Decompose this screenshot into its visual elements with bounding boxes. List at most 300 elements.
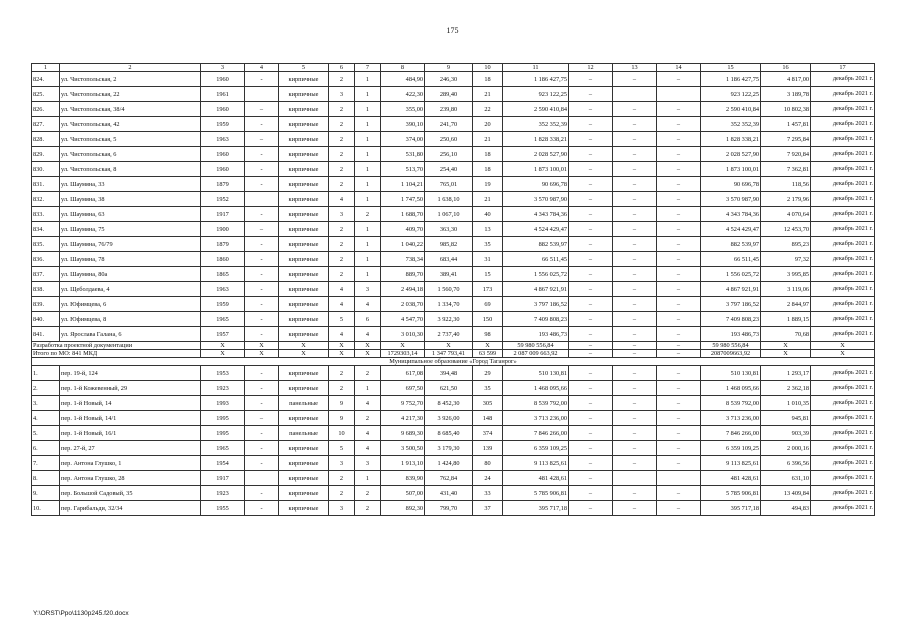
cell-row-number: 826. [32, 102, 60, 117]
cell-floors: 10 [329, 426, 355, 441]
cell-total-area: 1 913,10 [381, 456, 425, 471]
cell-col-14: – [657, 237, 701, 252]
cell-year: 1965 [201, 312, 245, 327]
cell-row-number: 835. [32, 237, 60, 252]
cell-residents: 19 [473, 177, 503, 192]
cell-row-number: 9. [32, 486, 60, 501]
cell-year: 1955 [201, 501, 245, 516]
cell-entrances: 2 [355, 207, 381, 222]
cell-residents: 15 [473, 267, 503, 282]
cell-address: ул. Шаумяна, 78 [60, 252, 201, 267]
cell-col-12: – [569, 426, 613, 441]
cell-col-12: – [569, 132, 613, 147]
cell-col-13: – [613, 411, 657, 426]
cell-living-area: 3 926,00 [425, 411, 473, 426]
table-row [32, 297, 875, 312]
cell-floors: 3 [329, 207, 355, 222]
totals-label: Разработка проектной документации [32, 342, 201, 350]
cell-wall-material: кирпичные [279, 72, 329, 87]
cell-total-area: 9 752,70 [381, 396, 425, 411]
cell-col-14: – [657, 192, 701, 207]
cell-col-14: – [657, 282, 701, 297]
totals-cell: X [245, 350, 279, 358]
column-number-5: 5 [279, 64, 329, 72]
cell-row-number: 827. [32, 117, 60, 132]
cell-entrances: 4 [355, 297, 381, 312]
cell-total-cost: 7 409 808,23 [503, 312, 569, 327]
cell-col-4: – [245, 102, 279, 117]
cell-wall-material: кирпичные [279, 102, 329, 117]
cell-floors: 5 [329, 312, 355, 327]
cell-col-13: – [613, 132, 657, 147]
cell-row-number: 833. [32, 207, 60, 222]
cell-unit-cost: 4 070,64 [761, 207, 811, 222]
table-row [32, 147, 875, 162]
cell-deadline: декабрь 2021 г. [811, 267, 875, 282]
totals-cell: 2 087 009 663,92 [503, 350, 569, 358]
table-row [32, 162, 875, 177]
cell-deadline: декабрь 2021 г. [811, 297, 875, 312]
file-path-footer: Y:\ORST\Ppo\1130p245.f20.docx [33, 610, 129, 617]
table-row [32, 471, 875, 486]
cell-col-12: – [569, 102, 613, 117]
cell-entrances: 3 [355, 282, 381, 297]
cell-total-cost: 4 343 784,36 [503, 207, 569, 222]
cell-address: ул. Чистопольская, 5 [60, 132, 201, 147]
cell-col-14: – [657, 456, 701, 471]
cell-living-area: 1 424,80 [425, 456, 473, 471]
cell-col-15-cost: 510 130,81 [701, 366, 761, 381]
cell-col-12: – [569, 486, 613, 501]
cell-col-4: – [245, 411, 279, 426]
cell-col-14: – [657, 327, 701, 342]
cell-entrances: 3 [355, 456, 381, 471]
cell-col-14: – [657, 267, 701, 282]
cell-living-area: 683,44 [425, 252, 473, 267]
cell-deadline: декабрь 2021 г. [811, 312, 875, 327]
cell-floors: 4 [329, 327, 355, 342]
cell-total-cost: 923 122,25 [503, 87, 569, 102]
table-row [32, 237, 875, 252]
cell-total-cost: 9 113 825,61 [503, 456, 569, 471]
cell-year: 1959 [201, 117, 245, 132]
totals-cell: X [473, 342, 503, 350]
cell-entrances: 1 [355, 177, 381, 192]
cell-unit-cost: 7 362,81 [761, 162, 811, 177]
cell-col-15-cost: 193 486,73 [701, 327, 761, 342]
cell-year: 1960 [201, 147, 245, 162]
cell-entrances: 1 [355, 222, 381, 237]
cell-entrances: 1 [355, 471, 381, 486]
cell-col-13: – [613, 147, 657, 162]
table-row [32, 456, 875, 471]
cell-col-15-cost: 9 113 825,61 [701, 456, 761, 471]
cell-floors: 2 [329, 486, 355, 501]
cell-year: 1960 [201, 102, 245, 117]
cell-deadline: декабрь 2021 г. [811, 102, 875, 117]
cell-entrances: 1 [355, 147, 381, 162]
cell-floors: 3 [329, 87, 355, 102]
cell-address: ул. Шаумяна, 63 [60, 207, 201, 222]
table-row [32, 411, 875, 426]
cell-col-4 [245, 471, 279, 486]
cell-deadline: декабрь 2021 г. [811, 132, 875, 147]
cell-entrances: 2 [355, 411, 381, 426]
cell-deadline: декабрь 2021 г. [811, 162, 875, 177]
cell-total-cost: 481 428,61 [503, 471, 569, 486]
cell-total-cost: 1 468 095,66 [503, 381, 569, 396]
cell-col-15-cost: 1 556 025,72 [701, 267, 761, 282]
cell-unit-cost: 10 802,38 [761, 102, 811, 117]
cell-address: ул. Шаумяна, 75 [60, 222, 201, 237]
cell-deadline: декабрь 2021 г. [811, 456, 875, 471]
cell-col-13: – [613, 162, 657, 177]
cell-residents: 35 [473, 237, 503, 252]
cell-address: ул. Ярослава Галана, 6 [60, 327, 201, 342]
cell-living-area: 1 638,10 [425, 192, 473, 207]
cell-total-cost: 395 717,18 [503, 501, 569, 516]
cell-total-cost: 3 797 186,52 [503, 297, 569, 312]
cell-living-area: 765,01 [425, 177, 473, 192]
cell-address: пер. 27-й, 27 [60, 441, 201, 456]
cell-wall-material: кирпичные [279, 471, 329, 486]
cell-address: ул. Юфимцева, 6 [60, 297, 201, 312]
cell-wall-material: кирпичные [279, 147, 329, 162]
cell-col-14: – [657, 177, 701, 192]
cell-wall-material: кирпичные [279, 237, 329, 252]
cell-address: ул. Чистопольская, 22 [60, 87, 201, 102]
cell-address: ул. Шаумяна, 80а [60, 267, 201, 282]
cell-col-12: – [569, 282, 613, 297]
totals-cell: – [569, 350, 613, 358]
cell-col-14: – [657, 102, 701, 117]
cell-col-13: – [613, 72, 657, 87]
cell-row-number: 839. [32, 297, 60, 312]
cell-living-area: 8 452,30 [425, 396, 473, 411]
cell-residents: 37 [473, 501, 503, 516]
cell-living-area: 1 560,70 [425, 282, 473, 297]
cell-total-cost: 1 873 100,01 [503, 162, 569, 177]
cell-col-12: – [569, 312, 613, 327]
totals-cell: X [329, 342, 355, 350]
cell-living-area: 254,40 [425, 162, 473, 177]
cell-col-13: – [613, 456, 657, 471]
cell-living-area: 762,84 [425, 471, 473, 486]
cell-wall-material: кирпичные [279, 486, 329, 501]
cell-year: 1879 [201, 237, 245, 252]
cell-total-area: 4 547,70 [381, 312, 425, 327]
cell-unit-cost: 7 920,84 [761, 147, 811, 162]
cell-entrances: 1 [355, 72, 381, 87]
cell-col-15-cost: 8 539 792,00 [701, 396, 761, 411]
totals-cell: – [657, 350, 701, 358]
cell-row-number: 2. [32, 381, 60, 396]
totals-cell: X [279, 342, 329, 350]
cell-col-15-cost: 1 468 095,66 [701, 381, 761, 396]
page-number: 175 [446, 26, 459, 35]
cell-deadline: декабрь 2021 г. [811, 222, 875, 237]
cell-residents: 18 [473, 162, 503, 177]
cell-col-12: – [569, 267, 613, 282]
cell-col-13 [613, 471, 657, 486]
totals-cell: X [201, 350, 245, 358]
cell-residents: 31 [473, 252, 503, 267]
cell-col-13: – [613, 267, 657, 282]
cell-col-12: – [569, 501, 613, 516]
cell-col-4: - [245, 177, 279, 192]
cell-total-cost: 2 028 527,90 [503, 147, 569, 162]
cell-row-number: 3. [32, 396, 60, 411]
cell-floors: 2 [329, 102, 355, 117]
cell-col-13: – [613, 396, 657, 411]
cell-address: пер. Гарибальди, 32/34 [60, 501, 201, 516]
cell-col-4: - [245, 327, 279, 342]
cell-total-cost: 352 352,39 [503, 117, 569, 132]
cell-year: 1995 [201, 426, 245, 441]
column-number-6: 6 [329, 64, 355, 72]
cell-col-4: - [245, 147, 279, 162]
cell-unit-cost: 3 995,85 [761, 267, 811, 282]
cell-col-12: – [569, 456, 613, 471]
cell-unit-cost: 1 889,15 [761, 312, 811, 327]
cell-total-area: 4 217,30 [381, 411, 425, 426]
cell-row-number: 825. [32, 87, 60, 102]
cell-address: ул. Юфимцева, 8 [60, 312, 201, 327]
cell-unit-cost: 7 295,84 [761, 132, 811, 147]
cell-residents: 18 [473, 147, 503, 162]
column-number-13: 13 [613, 64, 657, 72]
cell-floors: 2 [329, 117, 355, 132]
totals-cell: X [811, 350, 875, 358]
cell-col-15-cost: 3 713 236,00 [701, 411, 761, 426]
cell-wall-material: кирпичные [279, 327, 329, 342]
cell-address: ул. Шаумяна, 76/79 [60, 237, 201, 252]
cell-row-number: 1. [32, 366, 60, 381]
cell-residents: 40 [473, 207, 503, 222]
cell-floors: 2 [329, 366, 355, 381]
cell-col-14: – [657, 117, 701, 132]
cell-living-area: 289,40 [425, 87, 473, 102]
cell-floors: 3 [329, 456, 355, 471]
cell-address: пер. Большой Садовый, 35 [60, 486, 201, 501]
cell-total-area: 889,70 [381, 267, 425, 282]
cell-wall-material: кирпичные [279, 207, 329, 222]
cell-floors: 9 [329, 396, 355, 411]
cell-total-area: 374,00 [381, 132, 425, 147]
cell-col-14: – [657, 426, 701, 441]
cell-total-cost: 4 867 921,91 [503, 282, 569, 297]
cell-living-area: 250,60 [425, 132, 473, 147]
cell-living-area: 799,70 [425, 501, 473, 516]
cell-total-area: 409,70 [381, 222, 425, 237]
cell-deadline: декабрь 2021 г. [811, 426, 875, 441]
cell-unit-cost: 895,23 [761, 237, 811, 252]
cell-residents: 148 [473, 411, 503, 426]
cell-col-15-cost: 90 696,78 [701, 177, 761, 192]
cell-col-12: – [569, 396, 613, 411]
cell-col-14 [657, 87, 701, 102]
cell-col-15-cost: 3 797 186,52 [701, 297, 761, 312]
cell-col-13: – [613, 117, 657, 132]
cell-col-4: - [245, 312, 279, 327]
cell-deadline: декабрь 2021 г. [811, 471, 875, 486]
housing-repair-table [31, 63, 875, 516]
cell-unit-cost: 97,32 [761, 252, 811, 267]
column-number-17: 17 [811, 64, 875, 72]
cell-residents: 21 [473, 87, 503, 102]
cell-wall-material: панельные [279, 396, 329, 411]
column-number-2: 2 [60, 64, 201, 72]
cell-wall-material: кирпичные [279, 501, 329, 516]
cell-col-4: - [245, 501, 279, 516]
cell-address: пер. 1-й Кожевенный, 29 [60, 381, 201, 396]
cell-residents: 173 [473, 282, 503, 297]
cell-unit-cost: 494,83 [761, 501, 811, 516]
cell-living-area: 363,30 [425, 222, 473, 237]
cell-living-area: 1 067,10 [425, 207, 473, 222]
cell-floors: 2 [329, 162, 355, 177]
cell-floors: 2 [329, 471, 355, 486]
cell-total-cost: 2 590 410,84 [503, 102, 569, 117]
cell-col-12: – [569, 327, 613, 342]
cell-unit-cost: 2 844,97 [761, 297, 811, 312]
cell-deadline: декабрь 2021 г. [811, 117, 875, 132]
cell-col-15-cost: 1 828 338,21 [701, 132, 761, 147]
cell-address: ул. Щеболдаева, 4 [60, 282, 201, 297]
cell-total-area: 2 494,18 [381, 282, 425, 297]
totals-cell: X [355, 342, 381, 350]
cell-unit-cost: 1 293,17 [761, 366, 811, 381]
totals-cell: – [657, 342, 701, 350]
cell-total-area: 9 689,30 [381, 426, 425, 441]
cell-row-number: 834. [32, 222, 60, 237]
cell-entrances: 1 [355, 162, 381, 177]
cell-address: пер. 1-й Новый, 14/1 [60, 411, 201, 426]
cell-col-15-cost: 352 352,39 [701, 117, 761, 132]
cell-col-14: – [657, 72, 701, 87]
cell-address: пер. 19-й, 124 [60, 366, 201, 381]
table-row [32, 396, 875, 411]
cell-entrances: 4 [355, 441, 381, 456]
cell-row-number: 7. [32, 456, 60, 471]
cell-col-13: – [613, 102, 657, 117]
cell-col-13: – [613, 327, 657, 342]
table-row [32, 192, 875, 207]
cell-col-4: - [245, 381, 279, 396]
cell-address: ул. Шаумяна, 38 [60, 192, 201, 207]
cell-total-cost: 510 130,81 [503, 366, 569, 381]
cell-living-area: 3 179,30 [425, 441, 473, 456]
cell-col-15-cost: 1 873 100,01 [701, 162, 761, 177]
cell-total-cost: 5 785 906,81 [503, 486, 569, 501]
totals-cell: 59 980 556,84 [701, 342, 761, 350]
cell-col-15-cost: 7 409 808,23 [701, 312, 761, 327]
cell-wall-material: кирпичные [279, 297, 329, 312]
totals-cell: X [761, 342, 811, 350]
cell-residents: 80 [473, 456, 503, 471]
table-row [32, 501, 875, 516]
cell-row-number: 841. [32, 327, 60, 342]
cell-total-area: 892,30 [381, 501, 425, 516]
column-number-10: 10 [473, 64, 503, 72]
cell-col-15-cost: 7 846 266,00 [701, 426, 761, 441]
cell-wall-material: кирпичные [279, 252, 329, 267]
column-number-1: 1 [32, 64, 60, 72]
cell-deadline: декабрь 2021 г. [811, 192, 875, 207]
totals-row [32, 342, 875, 350]
cell-col-13: – [613, 237, 657, 252]
cell-col-13: – [613, 441, 657, 456]
cell-year: 1963 [201, 132, 245, 147]
cell-living-area: 239,80 [425, 102, 473, 117]
cell-residents: 20 [473, 117, 503, 132]
cell-total-area: 531,80 [381, 147, 425, 162]
cell-col-14: – [657, 396, 701, 411]
cell-total-area: 3 500,50 [381, 441, 425, 456]
cell-col-13: – [613, 312, 657, 327]
cell-row-number: 832. [32, 192, 60, 207]
cell-total-area: 355,00 [381, 102, 425, 117]
cell-address: ул. Шаумяна, 33 [60, 177, 201, 192]
cell-deadline: декабрь 2021 г. [811, 207, 875, 222]
cell-col-13: – [613, 426, 657, 441]
cell-col-12: – [569, 441, 613, 456]
cell-floors: 2 [329, 132, 355, 147]
totals-cell: 1729303,14 [381, 350, 425, 358]
cell-living-area: 8 685,40 [425, 426, 473, 441]
cell-col-14: – [657, 441, 701, 456]
column-number-8: 8 [381, 64, 425, 72]
cell-living-area: 241,70 [425, 117, 473, 132]
table-row [32, 282, 875, 297]
cell-col-13: – [613, 252, 657, 267]
cell-wall-material: кирпичные [279, 381, 329, 396]
cell-row-number: 4. [32, 411, 60, 426]
cell-address: ул. Чистопольская, 8 [60, 162, 201, 177]
section-row [32, 358, 875, 366]
cell-col-15-cost: 4 867 921,91 [701, 282, 761, 297]
cell-total-area: 617,08 [381, 366, 425, 381]
cell-col-12: – [569, 87, 613, 102]
cell-deadline: декабрь 2021 г. [811, 87, 875, 102]
cell-col-14: – [657, 207, 701, 222]
cell-year: 1953 [201, 366, 245, 381]
cell-address: пер. Антона Глушко, 1 [60, 456, 201, 471]
cell-total-cost: 1 828 338,21 [503, 132, 569, 147]
cell-living-area: 394,48 [425, 366, 473, 381]
cell-col-4: - [245, 441, 279, 456]
cell-col-14: – [657, 366, 701, 381]
cell-deadline: декабрь 2021 г. [811, 252, 875, 267]
cell-year: 1960 [201, 72, 245, 87]
cell-residents: 33 [473, 486, 503, 501]
cell-residents: 21 [473, 192, 503, 207]
cell-col-13 [613, 87, 657, 102]
cell-col-14: – [657, 132, 701, 147]
totals-cell: – [569, 342, 613, 350]
cell-col-15-cost: 3 570 987,90 [701, 192, 761, 207]
cell-deadline: декабрь 2021 г. [811, 177, 875, 192]
cell-total-cost: 1 186 427,75 [503, 72, 569, 87]
cell-col-13: – [613, 381, 657, 396]
cell-total-area: 697,50 [381, 381, 425, 396]
cell-residents: 150 [473, 312, 503, 327]
cell-year: 1993 [201, 396, 245, 411]
cell-residents: 13 [473, 222, 503, 237]
column-number-12: 12 [569, 64, 613, 72]
cell-col-4: - [245, 456, 279, 471]
cell-total-cost: 193 486,73 [503, 327, 569, 342]
